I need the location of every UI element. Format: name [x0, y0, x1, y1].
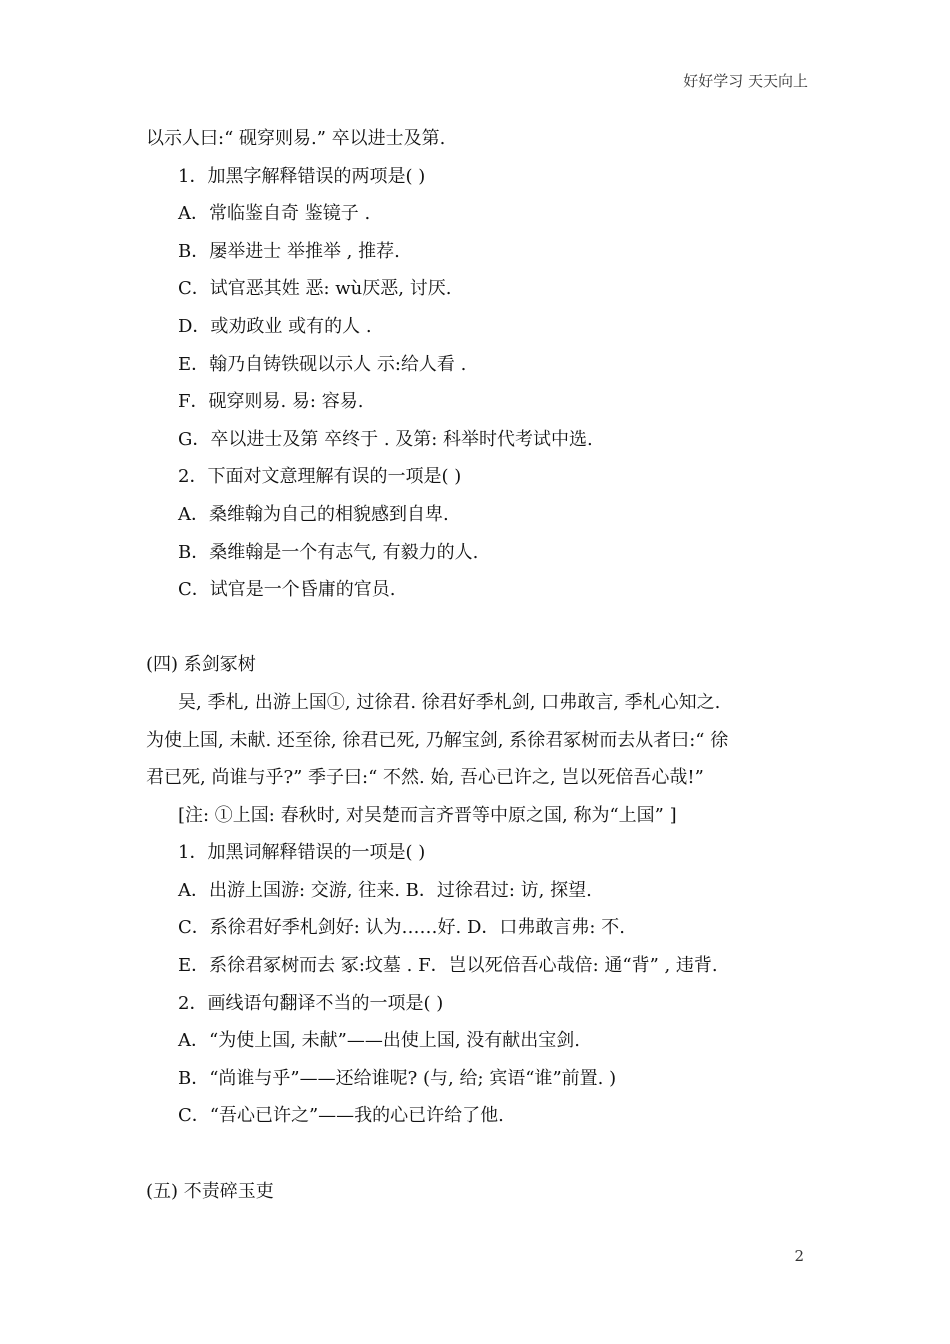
option-a: A．常临鉴自奇 鉴镜子 .	[178, 203, 371, 225]
option-f: F．砚穿则易. 易: 容易.	[178, 391, 364, 413]
paragraph-gap	[146, 609, 806, 647]
option-c: C．试官是一个昏庸的官员.	[178, 579, 396, 601]
option-e: E．翰乃自铸铁砚以示人 示:给人看 .	[178, 353, 467, 375]
page-number: 2	[794, 1247, 804, 1265]
question-2: 2．下面对文意理解有误的一项是( )	[178, 466, 462, 488]
option-c: C．“吾心已许之”——我的心已许给了他.	[178, 1105, 504, 1127]
passage-line: 君已死, 尚谁与乎?” 季子曰:“ 不然. 始, 吾心已许之, 岂以死倍吾心哉!”	[146, 767, 704, 789]
page-header: 好好学习 天天向上	[683, 72, 808, 90]
paragraph-gap	[146, 1135, 806, 1173]
annotation-note: [注: ①上国: 春秋时, 对吴楚而言齐晋等中原之国, 称为“上国” ]	[178, 804, 677, 826]
option-g: G．卒以进士及第 卒终于 . 及第: 科举时代考试中选.	[178, 428, 593, 450]
option-line: A．出游上国游: 交游, 往来. B．过徐君过: 访, 探望.	[178, 879, 592, 901]
option-b: B．屡举进士 举推举 , 推荐.	[178, 240, 400, 262]
question-1: 1．加黑词解释错误的一项是( )	[178, 842, 426, 864]
passage-line: 为使上国, 未献. 还至徐, 徐君已死, 乃解宝剑, 系徐君冢树而去从者曰:“ 徐	[146, 729, 729, 751]
option-b: B．“尚谁与乎”——还给谁呢? (与, 给; 宾语“谁”前置. )	[178, 1067, 617, 1089]
section-title-4: (四) 系剑冢树	[146, 654, 256, 676]
question-1: 1．加黑字解释错误的两项是( )	[178, 165, 426, 187]
option-d: D．或劝政业 或有的人 .	[178, 315, 372, 337]
passage-line: 吴, 季札, 出游上国①, 过徐君. 徐君好季札剑, 口弗敢言, 季札心知之.	[178, 691, 721, 713]
option-a: A．“为使上国, 未献”——出使上国, 没有献出宝剑.	[178, 1030, 581, 1052]
option-line: E．系徐君冢树而去 冢:坟墓 . F．岂以死倍吾心哉倍: 通“背” , 违背.	[178, 955, 718, 977]
section-title-5: (五) 不责碎玉吏	[146, 1180, 274, 1202]
document-body	[146, 120, 806, 1210]
text-line: 以示人曰:“ 砚穿则易.” 卒以进士及第.	[146, 128, 446, 149]
option-line: C．系徐君好季札剑好: 认为……好. D．口弗敢言弗: 不.	[178, 917, 625, 939]
option-c: C．试官恶其姓 恶: wù厌恶, 讨厌.	[178, 278, 452, 300]
option-a: A．桑维翰为自己的相貌感到自卑.	[178, 503, 449, 525]
question-2: 2．画线语句翻译不当的一项是( )	[178, 992, 444, 1014]
option-b: B．桑维翰是一个有志气, 有毅力的人.	[178, 541, 479, 563]
